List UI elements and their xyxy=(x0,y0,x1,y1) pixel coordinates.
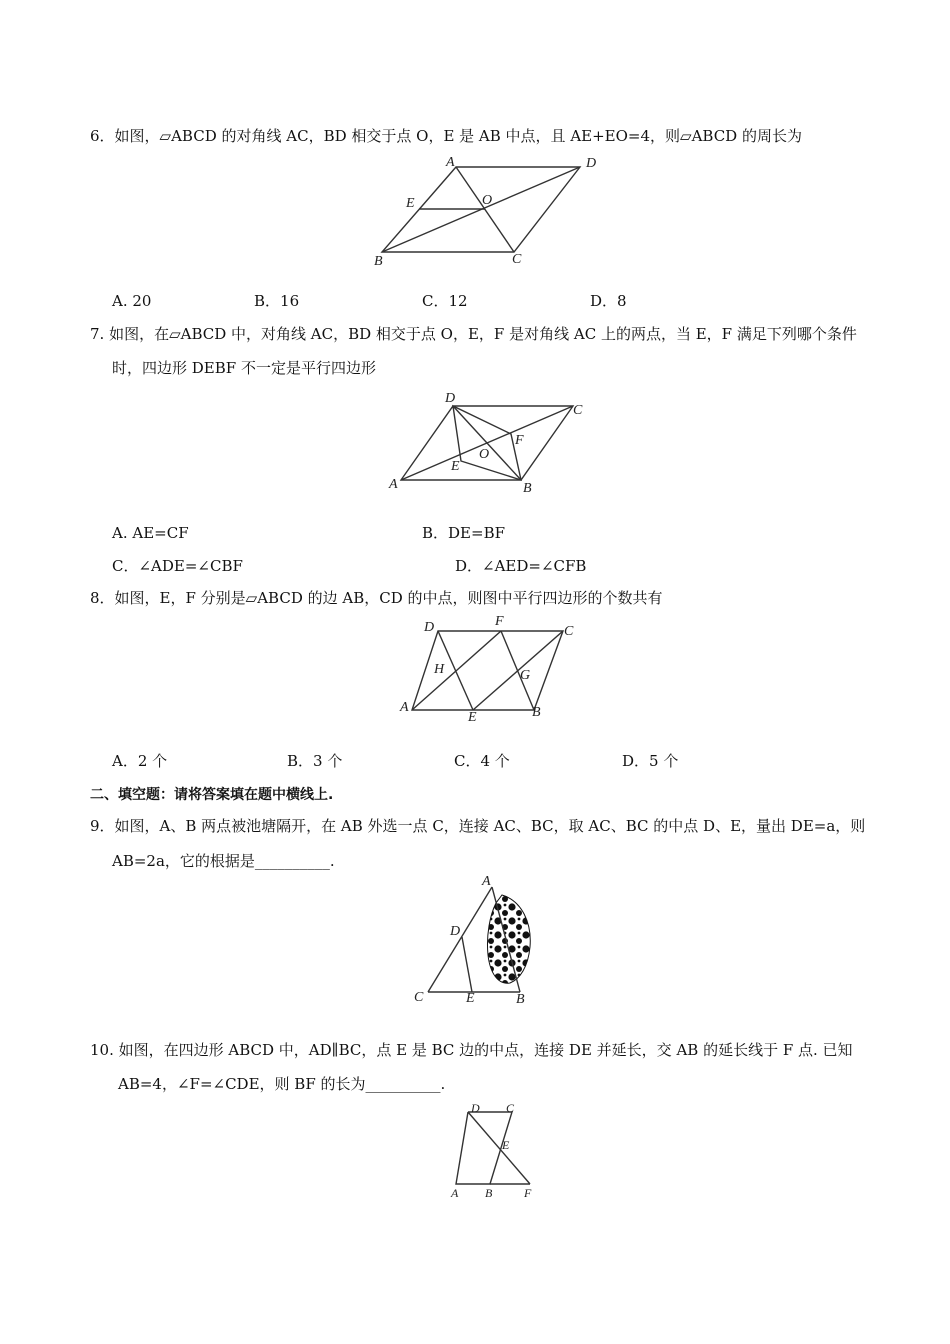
q9-label-b: B xyxy=(516,992,525,1007)
q9-segment-de xyxy=(462,937,472,992)
q8-label-b: B xyxy=(532,705,541,720)
q6-option-a[interactable]: A. 20 xyxy=(112,292,152,310)
q7-label-a: A xyxy=(389,477,398,492)
q7-label-f: F xyxy=(515,433,524,448)
q8-option-c[interactable]: C．4 个 xyxy=(454,752,510,770)
q9-pond xyxy=(487,895,530,983)
q7-figure xyxy=(385,390,605,500)
q10-label-b: B xyxy=(485,1186,493,1200)
q9-label-c: C xyxy=(414,990,424,1005)
q8-label-a: A xyxy=(400,700,409,715)
q8-label-h: H xyxy=(434,662,445,677)
q8-option-d[interactable]: D．5 个 xyxy=(622,752,679,770)
q10-text-line2: AB=4，∠F=∠CDE，则 BF 的长为__________. xyxy=(118,1075,446,1093)
q9-segment-ac xyxy=(428,887,492,992)
q6-option-c[interactable]: C．12 xyxy=(422,292,468,310)
q9-text-line2: AB=2a，它的根据是__________. xyxy=(112,852,335,870)
q9-label-a: A xyxy=(482,874,491,889)
q7-option-a[interactable]: A. AE=CF xyxy=(112,524,189,542)
q8-label-d: D xyxy=(424,620,435,635)
q6-label-a: A xyxy=(446,155,455,170)
q10-label-c: C xyxy=(506,1101,515,1115)
q10-label-e: E xyxy=(502,1138,510,1152)
q8-option-b[interactable]: B．3 个 xyxy=(287,752,343,770)
q9-figure xyxy=(410,875,550,1005)
q7-label-b: B xyxy=(523,481,532,496)
q7-option-b[interactable]: B．DE=BF xyxy=(422,524,505,542)
q8-label-c: C xyxy=(564,624,574,639)
q6-label-d: D xyxy=(586,156,597,171)
q10-figure xyxy=(446,1098,546,1203)
q10-segment-df xyxy=(468,1112,530,1184)
q8-label-f: F xyxy=(495,614,504,629)
q9-label-d: D xyxy=(450,924,461,939)
q10-label-d: D xyxy=(471,1101,480,1115)
q7-label-c: C xyxy=(573,403,583,418)
q6-option-d[interactable]: D．8 xyxy=(590,292,627,310)
q10-label-a: A xyxy=(451,1186,459,1200)
q10-label-f: F xyxy=(524,1186,532,1200)
q9-label-e: E xyxy=(466,991,475,1006)
q6-label-o: O xyxy=(482,193,493,208)
q7-option-d[interactable]: D．∠AED=∠CFB xyxy=(455,557,587,575)
q10-text-line1: 10. 如图，在四边形 ABCD 中，AD∥BC，点 E 是 BC 边的中点，连接 DE 并延长，交 AB 的延长线于 F 点. 已知 xyxy=(90,1041,853,1059)
q6-label-c: C xyxy=(512,252,522,267)
q9-text-line1: 9．如图，A、B 两点被池塘隔开，在 AB 外选一点 C，连接 AC、BC，取 AC、BC 的中点 D、E，量出 DE=a，则 xyxy=(90,817,866,835)
q7-option-c[interactable]: C．∠ADE=∠CBF xyxy=(112,557,243,575)
q6-text: 6．如图，▱ABCD 的对角线 AC，BD 相交于点 O，E 是 AB 中点，且 AE+EO=4，则▱ABCD 的周长为 xyxy=(90,127,802,145)
q7-label-d: D xyxy=(445,391,456,406)
q6-label-b: B xyxy=(374,254,383,269)
q8-label-e: E xyxy=(468,710,477,725)
q6-label-e: E xyxy=(406,196,415,211)
q7-text-line2: 时，四边形 DEBF 不一定是平行四边形 xyxy=(112,359,376,377)
section-title: 二、填空题：请将答案填在题中横线上. xyxy=(90,787,334,803)
q7-label-o: O xyxy=(479,447,490,462)
q6-option-b[interactable]: B．16 xyxy=(254,292,300,310)
q8-label-g: G xyxy=(520,668,531,683)
q6-figure xyxy=(370,155,610,270)
q8-text: 8．如图，E，F 分别是▱ABCD 的边 AB，CD 的中点，则图中平行四边形的个数共有 xyxy=(90,589,663,607)
q8-figure xyxy=(398,615,598,725)
q8-option-a[interactable]: A．2 个 xyxy=(112,752,168,770)
q7-text-line1: 7. 如图，在▱ABCD 中，对角线 AC，BD 相交于点 O，E，F 是对角线 AC 上的两点，当 E，F 满足下列哪个条件 xyxy=(90,325,857,343)
q7-label-e: E xyxy=(451,459,460,474)
